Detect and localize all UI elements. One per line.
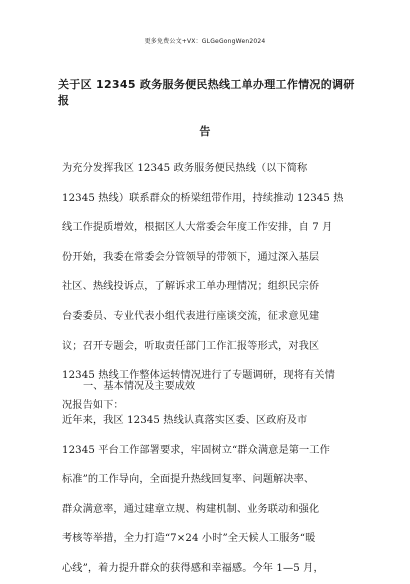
paragraph-line: 份开始，我委在常委会分管领导的带领下，通过深入基层 <box>62 251 320 263</box>
paragraph-line: 12345 热线）联系群众的桥梁纽带作用，持续推动 12345 热 <box>62 192 344 204</box>
paragraph-line: 考核等举措，全力打造“7×24 小时”全天候人工服务“暖 <box>62 533 316 545</box>
paragraph-line: 台委委员、专业代表小组代表进行座谈交流，征求意见建 <box>62 310 320 322</box>
paragraph-line: 12345 平台工作部署要求，牢固树立“群众满意是第一工作 <box>62 444 330 456</box>
paragraph-line: 社区、热线投诉点，了解诉求工单办理情况；组织民宗侨 <box>62 281 320 293</box>
section-heading: 一、基本情况及主要成效 <box>83 381 196 392</box>
paragraph-line: 标准”的工作导向，全面提升热线回复率、问题解决率、 <box>62 474 315 486</box>
paragraph-line: 群众满意率，通过建章立规、构建机制、业务联动和强化 <box>62 503 320 515</box>
paragraph-line: 况报告如下： <box>62 399 124 411</box>
paragraph-line: 议；召开专题会，听取责任部门工作汇报等形式，对我区 <box>62 340 320 352</box>
document-title-line-1: 关于区 12345 政务服务便民热线工单办理工作情况的调研报 <box>58 78 355 107</box>
paragraph-line: 心线”，着力提升群众的获得感和幸福感。今年 1—5 月， <box>62 562 324 574</box>
paragraph-line: 为充分发挥我区 12345 政务服务便民热线（以下简称 <box>62 163 308 174</box>
paragraph-situation <box>62 406 348 584</box>
paragraph-line: 近年来，我区 12345 热线认真落实区委、区政府及市 <box>62 415 308 426</box>
document-title-line-2: 告 <box>199 125 211 138</box>
header-note: 更多免费公文+VX：GLGeGongWen2024 <box>144 38 266 45</box>
paragraph-line: 12345 热线工作整体运转情况进行了专题调研，现将有关情 <box>62 370 335 382</box>
paragraph-line: 线工作提质增效，根据区人大常委会年度工作安排，自 7 月 <box>62 222 333 234</box>
